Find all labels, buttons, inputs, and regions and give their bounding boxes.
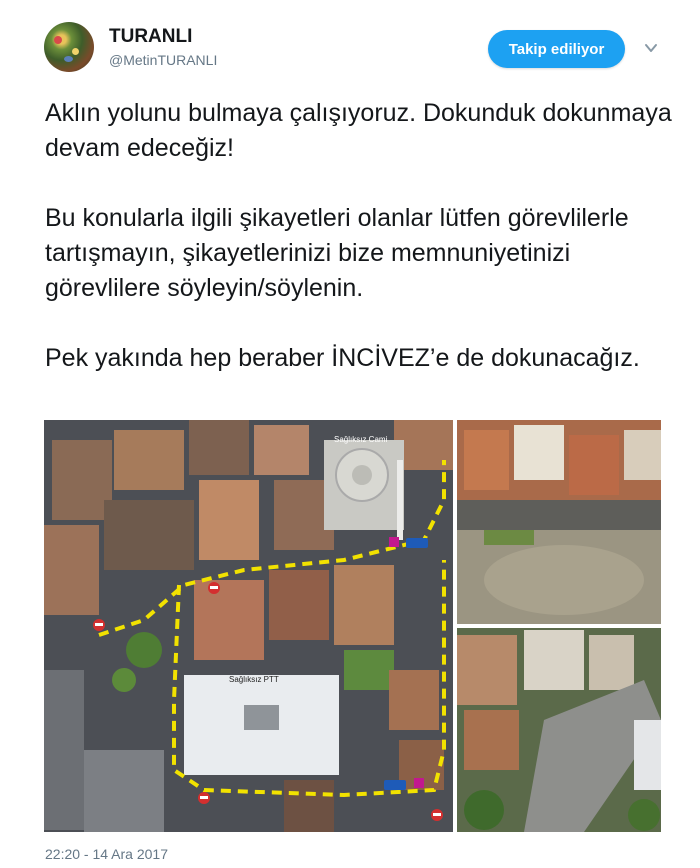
aerial-photo-bottom[interactable]: [457, 628, 661, 832]
media-grid: [44, 420, 661, 832]
tweet-timestamp[interactable]: 22:20 - 14 Ara 2017: [45, 846, 168, 862]
chevron-down-icon[interactable]: [644, 41, 658, 55]
parking-sign-icon: [414, 778, 424, 788]
mosque-label: Sağlıksız Cami: [334, 435, 388, 444]
tweet-text: [45, 96, 675, 376]
user-handle[interactable]: @MetinTURANLI: [109, 52, 218, 68]
direction-sign-icon: [384, 780, 406, 790]
avatar-detail: [72, 48, 79, 55]
avatar[interactable]: [44, 22, 94, 72]
tweet-media[interactable]: [44, 420, 661, 832]
tweet-paragraph: Pek yakında hep beraber İNCİVEZ’e de dokunacağız.: [45, 344, 640, 372]
post-office-label: Sağlıksız PTT: [229, 675, 279, 684]
tweet-paragraph: Aklın yolunu bulmaya çalışıyoruz. Dokunduk dokunmaya devam edeceğiz!: [45, 99, 672, 162]
aerial-photo-top[interactable]: [457, 420, 661, 624]
following-button[interactable]: Takip ediliyor: [488, 30, 625, 68]
tweet-paragraph: Bu konularla ilgili şikayetleri olanlar lütfen görevlilerle tartışmayın, şikayetlerinizi bize memnuniyetinizi görevlilere söyleyin/söylenin.: [45, 204, 629, 302]
aerial-map-photo[interactable]: [44, 420, 453, 832]
display-name[interactable]: TURANLI: [109, 26, 193, 47]
parking-sign-icon: [389, 537, 399, 547]
avatar-detail: [54, 36, 62, 44]
direction-sign-icon: [406, 538, 428, 548]
avatar-detail: [64, 56, 73, 62]
